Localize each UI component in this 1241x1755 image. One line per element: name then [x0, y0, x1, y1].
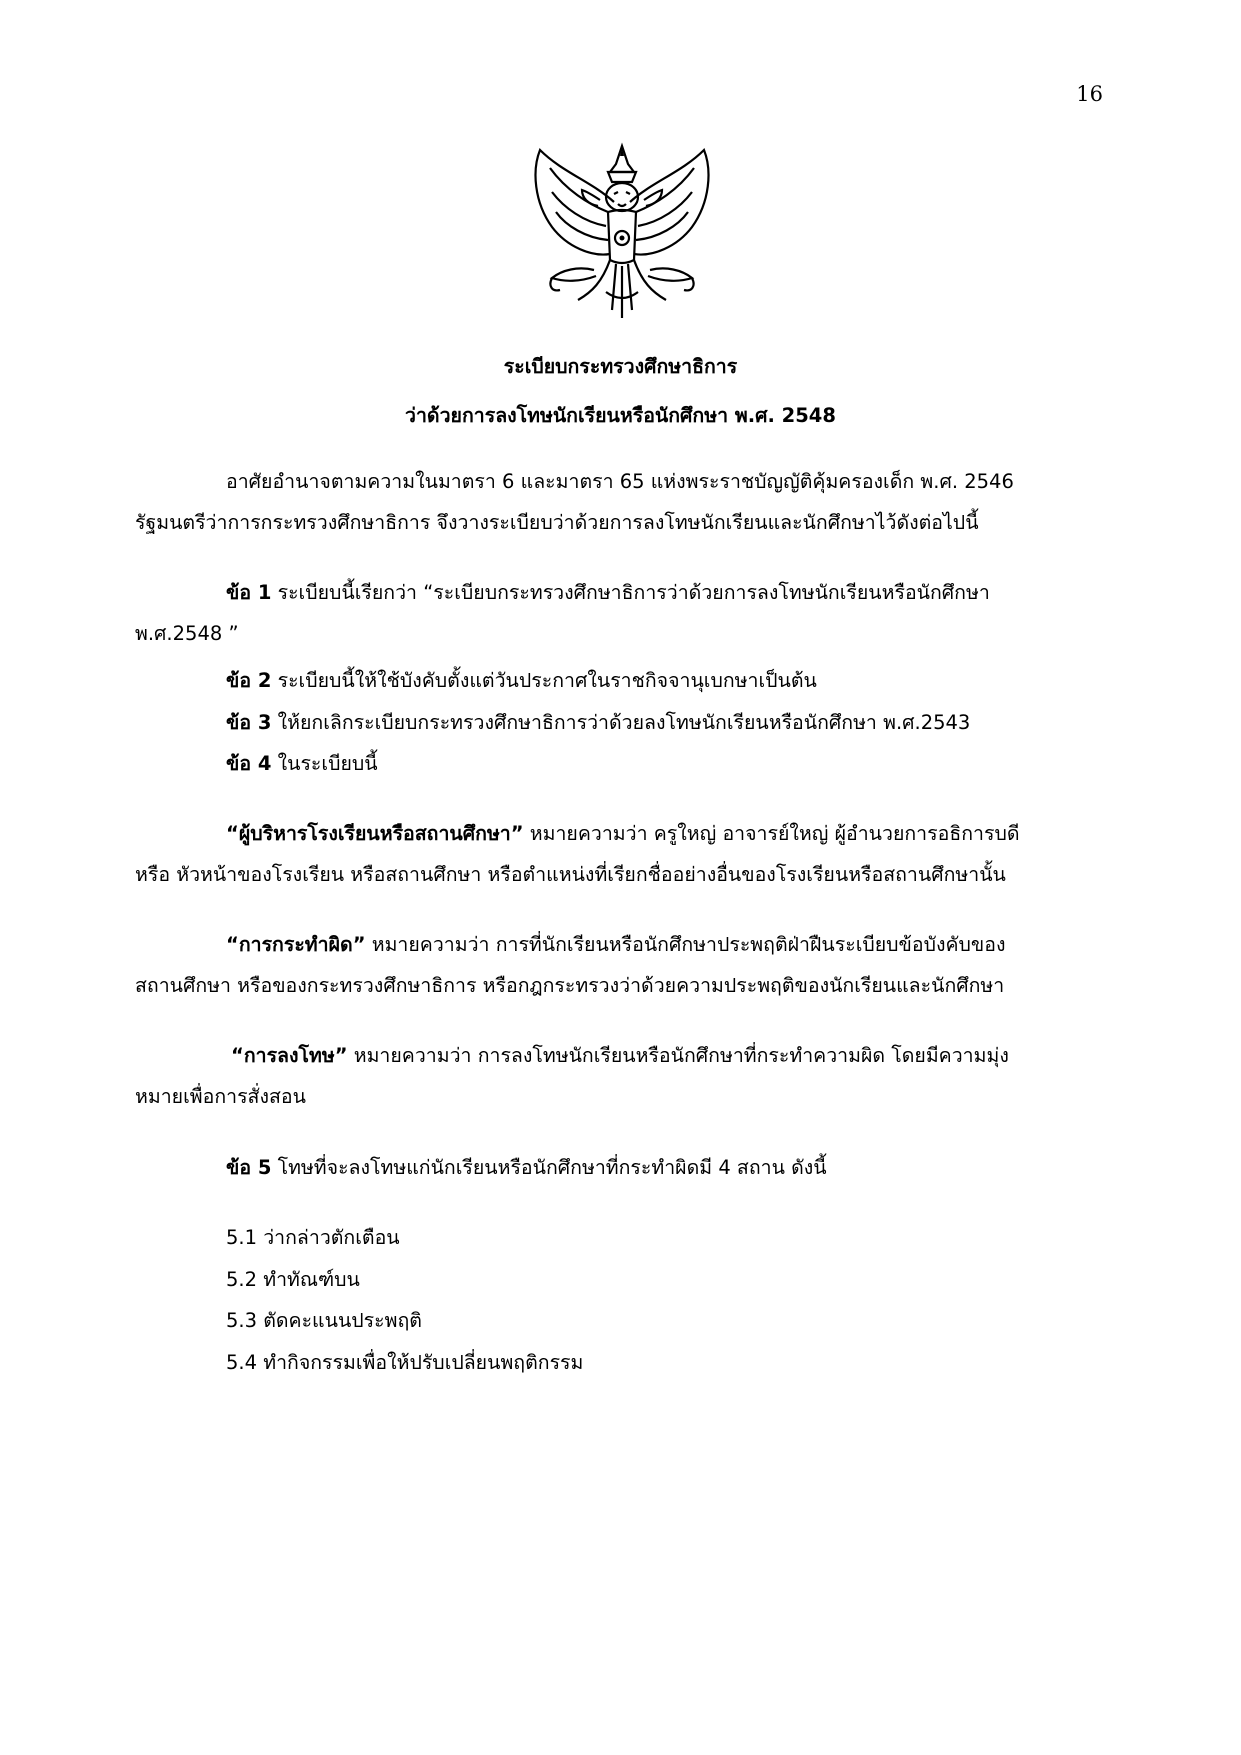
definition-offense-continuation: สถานศึกษา หรือของกระทรวงศึกษาธิการ หรือกฎกระทรวงว่าด้วยความประพฤติของนักเรียนและนักศึกษา — [135, 974, 1005, 997]
punishment-item: 5.2 ทำทัณฑ์บน — [226, 1268, 360, 1291]
clause-4 — [226, 751, 378, 777]
clause-5 — [226, 1155, 827, 1181]
definition-punishment-term: “การลงโทษ” — [231, 1044, 348, 1067]
definition-offense-term: “การกระทำผิด” — [226, 933, 366, 956]
definition-punishment-continuation: หมายเพื่อการสั่งสอน — [135, 1085, 306, 1108]
regulation-subtitle: ว่าด้วยการลงโทษนักเรียนหรือนักศึกษา พ.ศ. 2548 — [405, 404, 836, 427]
clause-1-continuation: พ.ศ.2548 ” — [135, 622, 239, 645]
clause-3-text: ให้ยกเลิกระเบียบกระทรวงศึกษาธิการว่าด้วยลงโทษนักเรียนหรือนักศึกษา พ.ศ.2543 — [271, 711, 971, 734]
clause-3 — [226, 710, 970, 736]
definition-punishment — [231, 1043, 1009, 1069]
clause-4-text: ในระเบียบนี้ — [271, 752, 378, 775]
clause-4-label: ข้อ 4 — [226, 752, 272, 775]
clause-2-text: ระเบียบนี้ให้ใช้บังคับตั้งแต่วันประกาศในราชกิจจานุเบกษาเป็นต้น — [271, 669, 817, 692]
clause-3-label: ข้อ 3 — [226, 711, 272, 734]
clause-1-text: ระเบียบนี้เรียกว่า “ระเบียบกระทรวงศึกษาธิการว่าด้วยการลงโทษนักเรียนหรือนักศึกษา — [271, 581, 990, 604]
definition-offense — [226, 932, 1005, 958]
preamble-line-2: รัฐมนตรีว่าการกระทรวงศึกษาธิการ จึงวางระเบียบว่าด้วยการลงโทษนักเรียนและนักศึกษาไว้ดังต่อไปนี้ — [135, 511, 979, 534]
clause-5-label: ข้อ 5 — [226, 1156, 272, 1179]
punishment-item: 5.4 ทำกิจกรรมเพื่อให้ปรับเปลี่ยนพฤติกรรม — [226, 1351, 584, 1374]
definition-administrator-text: หมายความว่า ครูใหญ่ อาจารย์ใหญ่ ผู้อำนวยการอธิการบดี — [523, 822, 1020, 845]
definition-administrator — [226, 821, 1020, 847]
garuda-emblem-icon — [522, 142, 722, 334]
definition-administrator-continuation: หรือ หัวหน้าของโรงเรียน หรือสถานศึกษา หรือตำแหน่งที่เรียกชื่ออย่างอื่นของโรงเรียนหรือสถานศึกษานั้น — [135, 863, 1006, 886]
clause-1 — [226, 580, 990, 606]
clause-2-label: ข้อ 2 — [226, 669, 272, 692]
definition-administrator-term: “ผู้บริหารโรงเรียนหรือสถานศึกษา” — [226, 822, 524, 845]
clause-5-text: โทษที่จะลงโทษแก่นักเรียนหรือนักศึกษาที่กระทำผิดมี 4 สถาน ดังนี้ — [271, 1156, 827, 1179]
definition-punishment-text: หมายความว่า การลงโทษนักเรียนหรือนักศึกษาที่กระทำความผิด โดยมีความมุ่ง — [347, 1044, 1009, 1067]
page-number: 16 — [1076, 82, 1103, 106]
regulation-title: ระเบียบกระทรวงศึกษาธิการ — [503, 355, 738, 378]
preamble-line-1: อาศัยอำนาจตามความในมาตรา 6 และมาตรา 65 แห่งพระราชบัญญัติคุ้มครองเด็ก พ.ศ. 2546 — [226, 470, 1014, 493]
definition-offense-text: หมายความว่า การที่นักเรียนหรือนักศึกษาประพฤติฝ่าฝืนระเบียบข้อบังคับของ — [365, 933, 1006, 956]
punishment-item: 5.3 ตัดคะแนนประพฤติ — [226, 1309, 422, 1332]
punishment-item: 5.1 ว่ากล่าวตักเตือน — [226, 1226, 400, 1249]
clause-2 — [226, 668, 817, 694]
clause-1-label: ข้อ 1 — [226, 581, 272, 604]
